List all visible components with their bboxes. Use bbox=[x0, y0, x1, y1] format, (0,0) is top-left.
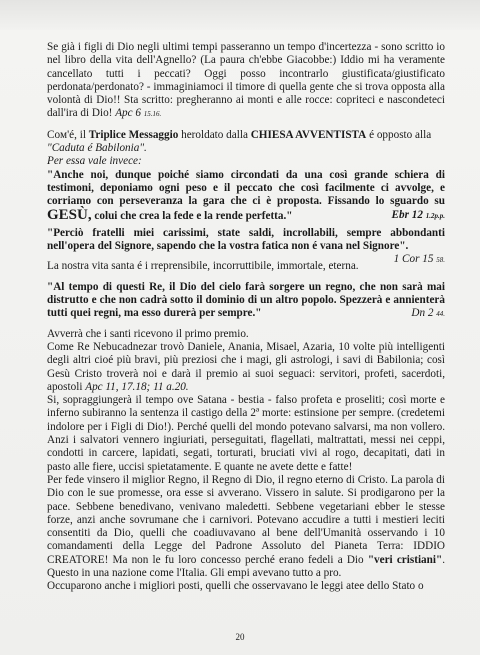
scan-shadow bbox=[0, 0, 480, 30]
quote-ebrei: "Anche noi, dunque poiché siamo circondati da una così grande schiera di testimoni, deponiamo ogni peso e il peccato che così facilmente ci avvolge, e corriamo con perseveranza la gara che ci è proposta. Fissando lo sguardo su GESÙ, colui che crea la fede e la rende perfetta." Ebr 12 1.2p.p. bbox=[47, 168, 445, 223]
paragraph-vita-santa: La nostra vita santa é i rreprensibile, incorruttibile, immortale, eterna. bbox=[47, 260, 359, 273]
bible-reference: Apc 11, 17.18; 11 a.20. bbox=[85, 380, 189, 393]
bible-reference: Dn 2 44. bbox=[411, 307, 445, 320]
bible-reference: 1 Cor 15 58. bbox=[393, 253, 445, 266]
quote-daniele: "Al tempo di questi Re, il Dio del cielo farà sorgere un regno, che non sarà mai distrutto e che non cadrà sotto il dominio di un altro popolo. Spezzerà e annienterà tutti quei regni, ma esso durerà per sempre." Dn 2 44. bbox=[47, 281, 445, 321]
paragraph-triplice-messaggio: Coм'é, il Triplice Messaggio heroldato dalla CHIESA AVVENTISTA é opposto alla "Caduta é Babilonia". Per essa vale invece: bbox=[47, 128, 432, 168]
page-number: 20 bbox=[235, 632, 245, 642]
bible-reference: Apc 6 15.16. bbox=[115, 107, 162, 120]
paragraph-incertezza: Se già i figli di Dio negli ultimi tempi passeranno un tempo d'incertezza - sono scritto io nel libro della vita dell'Agnello? (La paura ch'ebbe Giacobbe:) Iddio mi ha veramente cancellato tutti i peccati? Oggi posso incontrarlo giustificata/giustificato perdonata/perdonato? - immaginiamoci il timore di quella gente che si trova opposta alla volontà di Dio!! Sta scritto: pregheranno ai monti e alle rocce: copriteci e nascondeteci dall'ira di Dio! Apc 6 15.16. bbox=[47, 41, 445, 120]
page-content bbox=[47, 41, 445, 594]
bible-reference: Ebr 12 1.2p.p. bbox=[391, 208, 445, 221]
paragraph-occuparono: Occuparono anche i migliori posti, quelli che osservavano le leggi atee dello Stato o bbox=[47, 580, 424, 593]
paragraph-satana: Si, sopraggiungerà il tempo ove Satana - bestia - falso profeta e proseliti; così morte e inferno subiranno la sentenza il castigo della 2ª morte: estinsione per sempre. (credetemi indolore per i Figli di Dio!). Perché quelli del mondo potevano salvarsi, ma non vollero. Anzi i salvatori vennero ingiuriati, perseguitati, flagellati, maltrattati, messi nei ceppi, condotti in carcere, lapidati, segati, torturati, bruciati vivi al rogo, decapitati, dati in pasto alle fiere, uccisi spietatamente. E quante ne avete dette e fatte! bbox=[47, 394, 445, 473]
quote-corinzi: "Perciò fratelli miei carissimi, state saldi, incrollabili, sempre abbondanti nell'opera del Signore, sapendo che la vostra fatica non é vana nel Signore". 1 Cor 15 58. bbox=[47, 227, 445, 254]
gesu-name: GESÙ, bbox=[47, 206, 92, 223]
paragraph-nebucadnezar: Come Re Nebucadnezar trovò Daniele, Anania, Misael, Azaria, 10 volte più intelligenti degli altri cioé più bravi, più preziosi che i magi, gli astrologi, i savi di Babilonia; così Gesù Cristo troverà noi e darà il premio ai suoi seguaci: servitori, profeti, sacerdoti, apostoli Apc 11, 17.18; 11 a.20. bbox=[47, 340, 445, 393]
paragraph-per-fede: Per fede vinsero il miglior Regno, il Regno di Dio, il regno eterno di Cristo. La parola di Dio con le sue promesse, ora esse si avverano. Vissero in salute. Si prodigarono per la pace. Sebbene benedivano, venivano maledetti. Sebbene vegetariani ebber le stesse forze, anzi anche sovrumane che i carnivori. Potevano accudire a tutti i mestieri leciti consentiti da Dio, quelli che coadiuvavano al bene dell'Umanità osservando i 10 comandamenti della Legge del Padrone Assoluto del Pianeta Terra: IDDIO CREATORE! Ma non le fu loro concesso perché erano fedeli a Dio "veri cristiani". Questo in una nazione come l'Italia. Gli empi avevano tutto a pro. bbox=[47, 473, 445, 579]
paragraph-premio: Avverrà che i santi ricevono il primo premio. bbox=[47, 327, 249, 340]
